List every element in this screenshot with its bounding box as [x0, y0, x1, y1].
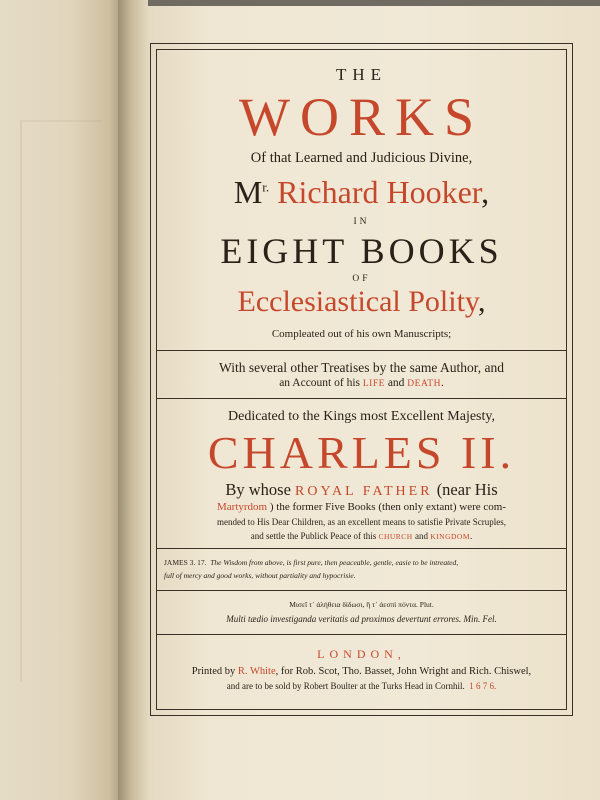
royal-father: ROYAL FATHER — [295, 484, 433, 499]
former-books: ) the former Five Books (then only extant) were com- — [267, 501, 506, 513]
book-gutter — [118, 0, 148, 800]
settle-end: . — [469, 531, 473, 541]
divider-rule-3 — [156, 548, 567, 549]
compleated-line: Compleated out of his own Manuscripts; — [271, 328, 452, 340]
author-comma: , — [481, 174, 490, 210]
kingdom-word: KINGDOM — [430, 532, 470, 541]
author-name: Richard Hooker — [277, 174, 482, 210]
divider-rule-2 — [156, 398, 567, 399]
polity-comma: , — [477, 285, 486, 318]
divider-rule-5 — [156, 634, 567, 635]
word-of: OF — [352, 274, 371, 284]
james-ref: JAMES 3. 17. — [164, 558, 207, 567]
seller-line — [158, 682, 565, 691]
show-through-engraving — [20, 120, 102, 682]
author-prefix-sup: r. — [262, 179, 270, 195]
heading-works: WORKS — [238, 87, 484, 147]
settle-line — [158, 532, 565, 541]
polity-title: Ecclesiastical Polity — [237, 285, 478, 318]
imprint-place: LONDON, — [317, 647, 406, 661]
near-his: (near His — [432, 480, 498, 499]
printer-line — [158, 667, 565, 678]
martyrdom-word: Martyrdom — [217, 501, 268, 513]
james-text-1: The Wisdom from above, is first pure, then peaceable, gentle, easie to be intreated, — [210, 558, 459, 567]
james-line-2: full of mercy and good works, without partiality and hypocrisie. — [164, 571, 356, 580]
martyrdom-line — [158, 502, 565, 513]
printed-by: Printed by — [191, 666, 238, 677]
church-word: CHURCH — [378, 532, 413, 541]
greek-motto: Μισεῖ τ᾽ ἀλήθεια δίδωσι, ἢ τ᾽ ἀεσπὶ πόντα. Plut. — [289, 600, 434, 609]
seller-text: and are to be sold by Robert Boulter at the Turks Head in Cornhil. — [226, 681, 465, 691]
heading-the: THE — [335, 65, 388, 84]
life-word: LIFE — [362, 379, 385, 389]
polity-line — [158, 287, 565, 317]
subtitle-divine: Of that Learned and Judicious Divine, — [250, 150, 473, 166]
author-line — [158, 176, 565, 208]
settle-and: and — [412, 531, 431, 541]
author-prefix: M — [233, 174, 263, 210]
period: . — [440, 377, 444, 389]
word-in: IN — [353, 217, 370, 227]
divider-rule-1 — [156, 350, 567, 351]
king-name: CHARLES II. — [207, 427, 516, 478]
settle-text: and settle the Publick Peace of this — [250, 531, 379, 541]
divider-rule-4 — [156, 590, 567, 591]
treatises-line-1: With several other Treatises by the same Author, and — [219, 360, 504, 375]
treatises-line-2 — [158, 378, 565, 390]
heading-eight-books: EIGHT BOOKS — [220, 231, 503, 271]
printer-name: R. White — [237, 666, 276, 677]
mended-line: mended to His Dear Children, as an excellent means to satisfie Private Scruples, — [217, 517, 506, 527]
death-word: DEATH — [407, 379, 441, 389]
latin-motto: Multi tædio investiganda veritatis ad proximos devertunt errores. Min. Fel. — [226, 614, 497, 624]
imprint-year: 1 6 7 6. — [469, 681, 497, 691]
and-word: and — [384, 377, 408, 389]
publishers: , for Rob. Scot, Tho. Basset, John Wright and Rich. Chiswel, — [275, 666, 532, 677]
james-line-1 — [164, 559, 571, 567]
by-whose: By whose — [225, 480, 296, 499]
left-page — [0, 0, 128, 800]
royal-father-line — [158, 482, 565, 499]
treatises-text: an Account of his — [279, 377, 363, 389]
dedication-line: Dedicated to the Kings most Excellent Majesty, — [228, 409, 495, 424]
